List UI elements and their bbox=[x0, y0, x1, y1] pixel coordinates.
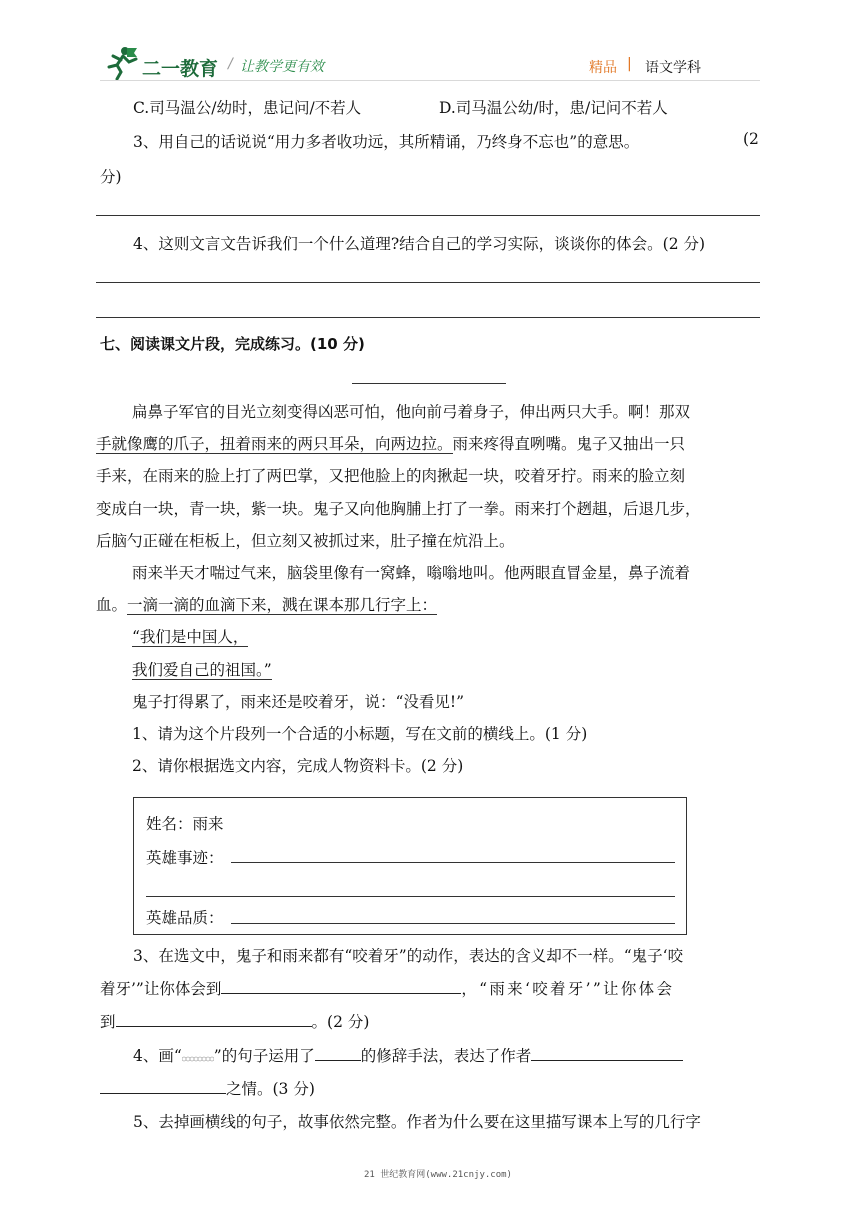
q4-text-b: ”的句子运用了 bbox=[213, 1047, 315, 1065]
runner-logo-icon bbox=[105, 46, 139, 80]
q6-4-text: 4、这则文言文告诉我们一个什么道理?结合自己的学习实际，谈谈你的体会。(2 分) bbox=[133, 235, 706, 253]
quote2: 我们爱自己的祖国。” bbox=[132, 660, 272, 679]
p1-line1: 扁鼻子军官的目光立刻变得凶恶可怕，他向前弓着身子，伸出两只大手。啊！那双 bbox=[132, 403, 691, 421]
option-c: C.司马温公/幼时，患记问/不若人 bbox=[133, 99, 362, 117]
header bbox=[0, 0, 860, 90]
answer-line[interactable] bbox=[96, 282, 760, 283]
answer-blank[interactable] bbox=[315, 1044, 361, 1061]
q3-line1: 3、在选文中，鬼子和雨来都有“咬着牙”的动作，表达的含义却不一样。“鬼子‘咬 bbox=[133, 947, 684, 965]
passage bbox=[96, 396, 764, 782]
logo-text: 二一教育 bbox=[142, 58, 219, 80]
answer-blank[interactable] bbox=[531, 1044, 683, 1061]
wavy-underline-icon bbox=[182, 1052, 214, 1062]
card-deeds-label: 英雄事迹： bbox=[146, 849, 224, 867]
p1-line5: 后脑勺正碰在柜板上，但立刻又被抓过来，肚子撞在炕沿上。 bbox=[96, 531, 515, 550]
card-deeds-line2[interactable] bbox=[146, 896, 675, 897]
card-name: 姓名：雨来 bbox=[146, 815, 224, 833]
answer-blank[interactable] bbox=[221, 977, 461, 994]
q3-line2-b: ，“雨来‘咬着牙’”让你体会 bbox=[461, 980, 675, 998]
underlined-sentence: 一滴一滴的血滴下来，溅在课本那几行字上： bbox=[127, 596, 438, 615]
question-2: 2、请你根据选文内容，完成人物资料卡。(2 分) bbox=[132, 757, 464, 776]
q3-line3-a: 到 bbox=[100, 1013, 116, 1031]
slogan: 让教学更有效 bbox=[240, 59, 324, 75]
q6-3-score-b: 分) bbox=[100, 168, 122, 186]
q4-line1 bbox=[133, 1044, 683, 1066]
p1-line2-rest: 雨来疼得直咧嘴。鬼子又抽出一只 bbox=[452, 435, 686, 454]
quote1: “我们是中国人， bbox=[132, 628, 249, 647]
info-card bbox=[133, 797, 687, 935]
p2-line2-pre: 血。 bbox=[96, 596, 128, 615]
question-1: 1、请为这个片段列一个合适的小标题，写在文前的横线上。(1 分) bbox=[132, 725, 588, 744]
card-quality-label: 英雄品质： bbox=[146, 909, 224, 927]
q4-text-c: 的修辞手法，表达了作者 bbox=[360, 1047, 532, 1065]
q5-line1: 5、去掉画横线的句子，故事依然完整。作者为什么要在这里描写课本上写的几行字 bbox=[133, 1113, 701, 1131]
p1-line4: 变成白一块，青一块，紫一块。鬼子又向他胸脯上打了一拳。雨来打个趔趄，后退几步， bbox=[96, 499, 701, 518]
quote-line1 bbox=[96, 621, 764, 653]
q4-line2 bbox=[100, 1077, 315, 1099]
p1-line3: 手来，在雨来的脸上打了两巴掌，又把他脸上的肉揪起一块，咬着牙拧。雨来的脸立刻 bbox=[96, 467, 686, 486]
card-deeds-line[interactable] bbox=[231, 862, 675, 863]
answer-blank[interactable] bbox=[116, 1010, 312, 1027]
p3: 鬼子打得累了，雨来还是咬着牙，说：“没看见!” bbox=[132, 692, 465, 711]
q3-line3-b: 。(2 分) bbox=[311, 1013, 370, 1031]
header-divider: | bbox=[627, 56, 632, 72]
p2-line1: 雨来半天才喘过气来，脑袋里像有一窝蜂，嗡嗡地叫。他两眼直冒金星，鼻子流着 bbox=[132, 564, 691, 583]
answer-line[interactable] bbox=[96, 215, 760, 216]
p2-line2 bbox=[96, 589, 764, 621]
q4-text-a: 4、画“ bbox=[133, 1047, 182, 1065]
subtitle-blank-line[interactable] bbox=[352, 383, 506, 384]
answer-line[interactable] bbox=[96, 317, 760, 318]
card-quality-line[interactable] bbox=[231, 923, 675, 924]
q3-line2 bbox=[100, 977, 674, 999]
slogan-separator: / bbox=[228, 56, 233, 72]
quality-label: 精品 bbox=[589, 60, 617, 76]
option-d: D.司马温公幼/时，患/记问不若人 bbox=[439, 99, 668, 117]
footer-text: 21 世纪教育网(www.21cnjy.com) bbox=[364, 1170, 512, 1180]
section-7-title: 七、阅读课文片段，完成练习。(10 分) bbox=[100, 335, 365, 353]
q3-line2-a: 着牙’”让你体会到 bbox=[100, 980, 222, 998]
q6-3-text: 3、用自己的话说说“用力多者收功远，其所精诵，乃终身不忘也”的意思。 bbox=[133, 133, 640, 151]
q6-3-score-a: (2 bbox=[743, 130, 759, 148]
p1-line2 bbox=[96, 428, 764, 460]
subject-label: 语文学科 bbox=[645, 60, 701, 76]
header-rule bbox=[100, 80, 760, 81]
quote-line2 bbox=[96, 654, 764, 686]
q4-text-d: 之情。(3 分) bbox=[226, 1080, 315, 1098]
answer-blank[interactable] bbox=[100, 1077, 226, 1094]
q3-line3 bbox=[100, 1010, 369, 1032]
underlined-sentence: 手就像鹰的爪子，扭着雨来的两只耳朵，向两边拉。 bbox=[96, 435, 453, 454]
